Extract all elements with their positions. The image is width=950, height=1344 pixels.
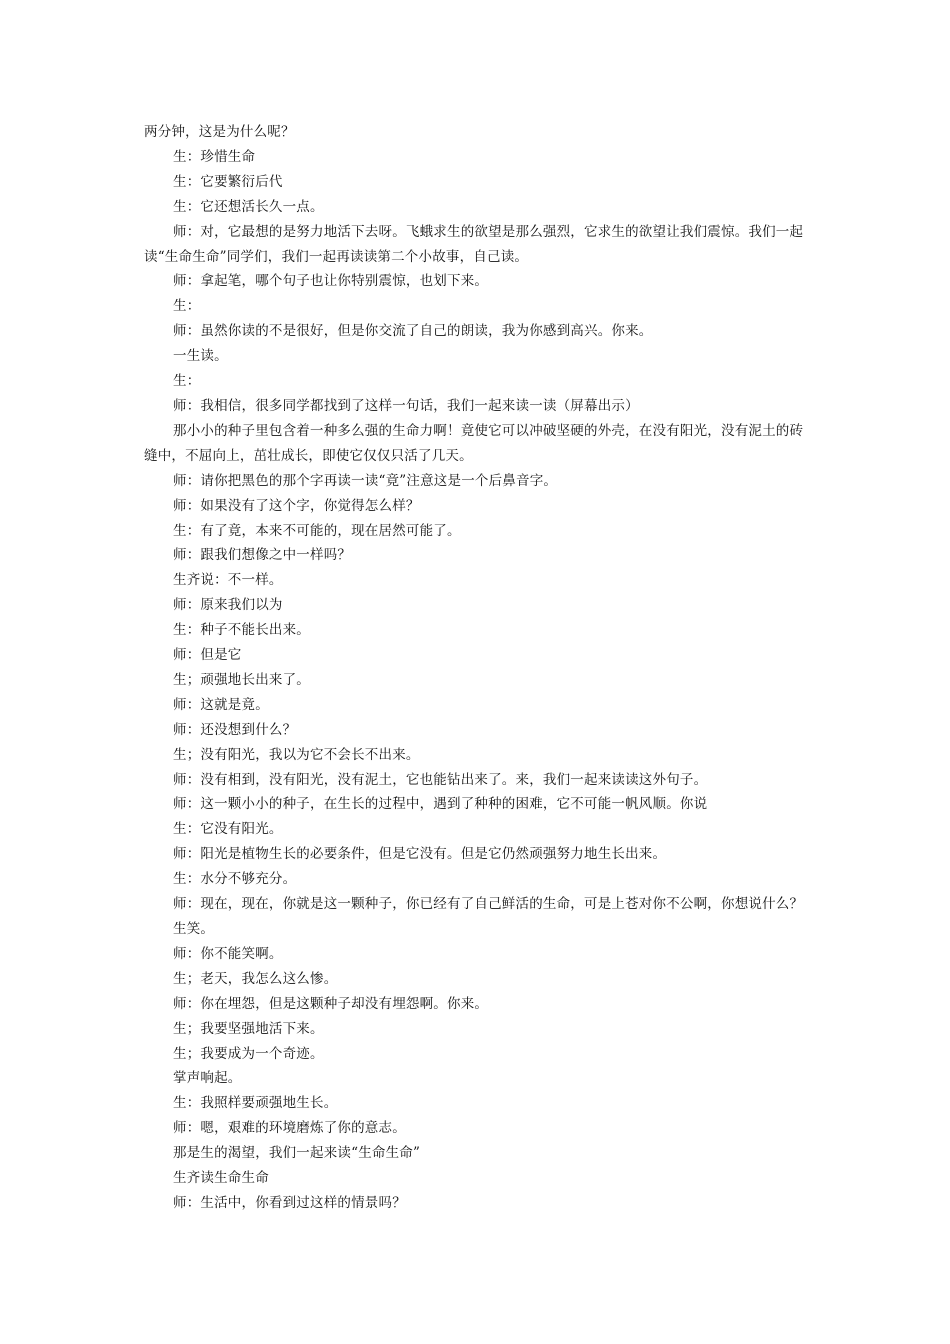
text-line: 生： xyxy=(173,373,201,390)
text-line: 师：你不能笑啊。 xyxy=(173,945,283,962)
text-line: 生齐说：不一样。 xyxy=(173,572,283,589)
text-paragraph: 那小小的种子里包含着一种多么强的生命力啊！竟使它可以冲破坚硬的外壳，在没有阳光，没有泥土的砖缝中，不屈向上，茁壮成长，即使它仅仅只活了几天。 xyxy=(144,422,804,464)
text-line: 生：它还想活长久一点。 xyxy=(173,198,324,215)
text-line: 一生读。 xyxy=(173,348,228,365)
text-line: 生：它没有阳光。 xyxy=(173,821,283,838)
text-line: 生：它要繁衍后代 xyxy=(173,173,283,190)
text-line: 师：拿起笔，哪个句子也让你特别震惊，也划下来。 xyxy=(173,273,489,290)
text-line: 师：请你把黑色的那个字再读一读“竟”注意这是一个后鼻音字。 xyxy=(173,472,558,489)
text-line: 生笑。 xyxy=(173,921,215,937)
text-line: 师：虽然你读的不是很好，但是你交流了自己的朗读，我为你感到高兴。你来。 xyxy=(173,323,653,340)
text-line: 师：没有相到，没有阳光，没有泥土，它也能钻出来了。来，我们一起来读读这外句子。 xyxy=(173,771,708,788)
text-line: 师：生活中，你看到过这样的情景吗？ xyxy=(173,1194,406,1211)
text-line: 生；我要坚强地活下来。 xyxy=(173,1020,324,1037)
text-paragraph: 师：对，它最想的是努力地活下去呀。飞蛾求生的欲望是那么强烈，它求生的欲望让我们震惊。我们一起读“生命生命”同学们，我们一起再读读第二个小故事，自己读。 xyxy=(144,223,804,265)
text-line: 生：珍惜生命 xyxy=(173,148,256,165)
text-line: 师：还没想到什么？ xyxy=(173,721,297,738)
transcript-body xyxy=(144,120,814,1216)
text-line: 师：阳光是植物生长的必要条件，但是它没有。但是它仍然顽强努力地生长出来。 xyxy=(173,846,667,863)
text-line: 生：水分不够充分。 xyxy=(173,871,297,888)
text-line: 师：这就是竟。 xyxy=(173,696,269,713)
text-line: 生；没有阳光，我以为它不会长不出来。 xyxy=(173,746,420,763)
text-line: 师：现在，现在，你就是这一颗种子，你已经有了自己鲜活的生命，可是上苍对你不公啊，你想说什么？ xyxy=(173,896,804,913)
text-line: 生；顽强地长出来了。 xyxy=(173,671,310,688)
text-line: 生；老天，我怎么这么惨。 xyxy=(173,970,338,987)
text-line: 师：嗯，艰难的环境磨炼了你的意志。 xyxy=(173,1120,406,1137)
text-line: 生；我要成为一个奇迹。 xyxy=(173,1045,324,1062)
text-line: 师：我相信，很多同学都找到了这样一句话，我们一起来读一读（屏幕出示） xyxy=(173,397,639,414)
text-line: 生：种子不能长出来。 xyxy=(173,622,310,639)
text-line: 生： xyxy=(173,298,201,315)
text-line: 两分钟，这是为什么呢？ xyxy=(144,124,295,140)
text-line: 掌声响起。 xyxy=(173,1070,242,1087)
text-line: 师：如果没有了这个字，你觉得怎么样？ xyxy=(173,497,420,514)
text-line: 生：有了竟，本来不可能的，现在居然可能了。 xyxy=(173,522,461,539)
text-line: 师：但是它 xyxy=(173,647,242,664)
text-line: 那是生的渴望，我们一起来读“生命生命” xyxy=(173,1145,421,1162)
text-line: 师：原来我们以为 xyxy=(173,597,283,614)
text-line: 师：你在埋怨，但是这颗种子却没有埋怨啊。你来。 xyxy=(173,995,489,1012)
text-line: 师：跟我们想像之中一样吗？ xyxy=(173,547,352,564)
text-line: 生：我照样要顽强地生长。 xyxy=(173,1095,338,1112)
text-line: 生齐读生命生命 xyxy=(173,1170,269,1187)
text-line: 师：这一颗小小的种子，在生长的过程中，遇到了种种的困难，它不可能一帆风顺。你说 xyxy=(173,796,708,813)
